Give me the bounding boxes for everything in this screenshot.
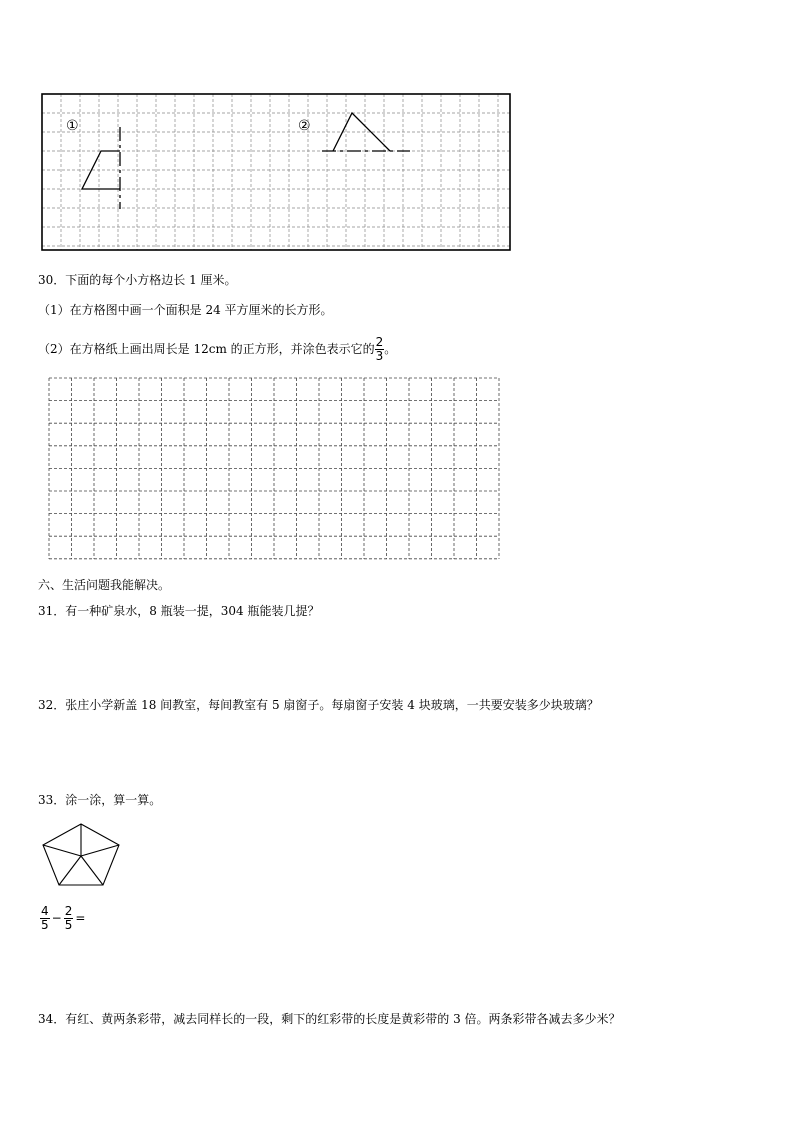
minus-sign: − <box>51 911 62 925</box>
figure-2-shape <box>322 113 410 151</box>
q30-part2 <box>38 334 396 364</box>
fraction-numerator: 2 <box>64 904 73 918</box>
fraction-four-fifths <box>40 905 50 932</box>
q31-text: 31．有一种矿泉水，8 瓶装一提，304 瓶能装几提？ <box>38 604 320 618</box>
fraction-denominator: 3 <box>375 349 384 363</box>
q30-drawing-grid[interactable] <box>48 377 502 561</box>
figure-1-shape <box>82 127 120 209</box>
q33-title: 33．涂一涂，算一算。 <box>38 793 162 807</box>
q34-text: 34．有红、黄两条彩带，减去同样长的一段，剩下的红彩带的长度是黄彩带的 3 倍。两条彩带各减去多少米？ <box>38 1012 621 1026</box>
section-6-title: 六、生活问题我能解决。 <box>38 578 171 592</box>
fraction-numerator: 4 <box>41 904 49 918</box>
fraction-two-fifths <box>64 905 74 932</box>
fraction-denominator: 5 <box>64 918 73 932</box>
fraction-numerator: 2 <box>375 335 384 349</box>
q30-part2-suffix: 。 <box>384 342 397 356</box>
grid-lines <box>42 94 510 250</box>
grid-border <box>42 94 510 250</box>
figure-1-label: ① <box>66 118 79 134</box>
equals-sign: = <box>75 911 86 925</box>
symmetry-grid-figure <box>41 93 511 251</box>
fraction-two-thirds <box>375 336 385 363</box>
q30-part2-text: （2）在方格纸上画出周长是 12cm 的正方形，并涂色表示它的 <box>38 342 375 356</box>
figure-2-label: ② <box>298 118 311 134</box>
q30-title: 30．下面的每个小方格边长 1 厘米。 <box>38 273 237 287</box>
q33-expression <box>40 900 85 936</box>
pentagon-figure[interactable] <box>40 822 122 888</box>
q32-text: 32．张庄小学新盖 18 间教室，每间教室有 5 扇窗子。每扇窗子安装 4 块玻璃，一共要安装多少块玻璃？ <box>38 698 599 712</box>
fraction-denominator: 5 <box>41 918 49 932</box>
q30-part1: （1）在方格图中画一个面积是 24 平方厘米的长方形。 <box>38 303 333 317</box>
